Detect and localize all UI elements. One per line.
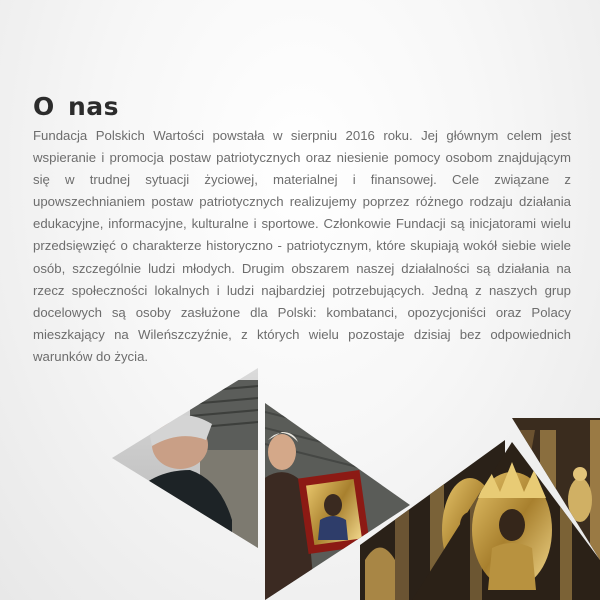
- about-paragraph: Fundacja Polskich Wartości powstała w sierpniu 2016 roku. Jej głównym celem jest wspieranie i promocja postaw patriotycznych oraz niesienie pomocy osobom znajdującym się w trudnej sytuacji życiowej, materialnej i finansowej. Cele związane z upowszechnianiem postaw patriotycznych realizujemy poprzez różnego rodzaju działania edukacyjne, informacyjne, kulturalne i sportowe. Członkowie Fundacji są inicjatorami wielu przedsięwzięć o charakterze historyczno - patriotycznym, które skupiają wokół siebie wiele osób, szczególnie ludzi młodych. Drugim obszarem naszej działalności są działania na rzecz społeczności lokalnych i ludzi najbardziej potrzebujących. Jedną z naszych grup docelowych są osoby zasłużone dla Polski: kombatanci, opozycjoniści oraz Polacy mieszkający na Wileńszczyźnie, z których wielu pozostaje dzisiaj bez odpowiednich warunków do życia.: [33, 128, 571, 364]
- photo-man-in-hat: [100, 360, 270, 560]
- photo-collage: [0, 360, 600, 600]
- photo-collage-svg: [0, 360, 600, 600]
- page-title: O nas: [33, 92, 120, 121]
